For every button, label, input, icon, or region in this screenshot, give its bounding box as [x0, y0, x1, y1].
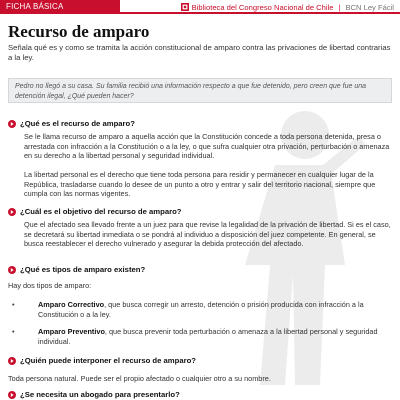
- header-bar: [0, 0, 400, 14]
- section-title-objetivo: ¿Cuál es el objetivo del recurso de amparo?: [8, 207, 181, 216]
- red-arrow-bullet-icon: [8, 266, 16, 274]
- red-arrow-bullet-icon: [8, 208, 16, 216]
- page-title: Recurso de amparo: [8, 22, 150, 41]
- intro-text: Señala qué es y como se tramita la acción constitucional de amparo contra las privaciones de libertad contrarias a la ley.: [8, 43, 391, 62]
- section-title-tipos: ¿Qué es tipos de amparo existen?: [8, 265, 145, 274]
- list-item: [8, 327, 392, 346]
- section-title-abogado: ¿Se necesita un abogado para presentarlo?: [8, 390, 180, 399]
- brand[interactable]: [181, 0, 394, 14]
- ficha-basica-tag: FICHA BÁSICA: [0, 0, 120, 14]
- list-item-text: , que busca prevenir toda perturbación o amenaza a la libertad personal y seguridad individual.: [38, 327, 378, 346]
- section-title-quien: ¿Quién puede interponer el recurso de amparo?: [8, 356, 196, 365]
- list-item-term: Amparo Preventivo: [38, 327, 105, 336]
- brand-separator: |: [338, 2, 341, 12]
- brand-name: Biblioteca del Congreso Nacional de Chile: [191, 2, 334, 12]
- red-arrow-bullet-icon: [8, 120, 16, 128]
- bcn-logo-icon: [181, 3, 189, 11]
- section-paragraph: Se le llama recurso de amparo a aquella acción que la Constitución concede a toda persona detenida, presa o arrestada con infracción a la Constitución o a la ley, o que sufra cualquier otra privación, perturbación o amenaza en su derecho a la libertad personal y seguridad individual.: [24, 132, 390, 160]
- bullet-dot-icon: •: [12, 300, 15, 309]
- section-paragraph: Toda persona natural. Puede ser el propio afectado o cualquier otro a su nombre.: [8, 374, 271, 383]
- red-arrow-bullet-icon: [8, 391, 16, 399]
- list-item-text: , que busca corregir un arresto, detención o prisión producida con infracción a la Constitución o a la ley.: [38, 300, 364, 319]
- brand-product: BCN Ley Fácil: [345, 2, 394, 12]
- section-paragraph: La libertad personal es el derecho que tiene toda persona para residir y permanecer en cualquier lugar de la República, trasladarse cuando lo desee de un punto a otro y entrar y salir del territorio nacional, siempre que cumpla con las normas vigentes.: [24, 170, 376, 198]
- section-paragraph: Que el afectado sea llevado frente a un juez para que revise la legalidad de la privación de libertad. Si es el caso, se decretará su libertad inmediata o se pondrá al individuo a disposición del juez competente. En general, se busca reestablecer el derecho vulnerado y asegurar la debida protección del afectado.: [24, 220, 391, 248]
- case-question-box: [8, 78, 392, 103]
- list-item-term: Amparo Correctivo: [38, 300, 105, 309]
- red-arrow-bullet-icon: [8, 357, 16, 365]
- section-lead-text: Hay dos tipos de amparo:: [8, 281, 92, 290]
- list-item: [8, 300, 392, 319]
- case-question-text: Pedro no llegó a su casa. Su familia recibió una información respecto a que fue detenido, pero creen que fue una detención ilegal, ¿Qué pueden hacer?: [15, 83, 367, 100]
- bullet-dot-icon: •: [12, 327, 15, 336]
- section-title-que-es: ¿Qué es el recurso de amparo?: [8, 119, 135, 128]
